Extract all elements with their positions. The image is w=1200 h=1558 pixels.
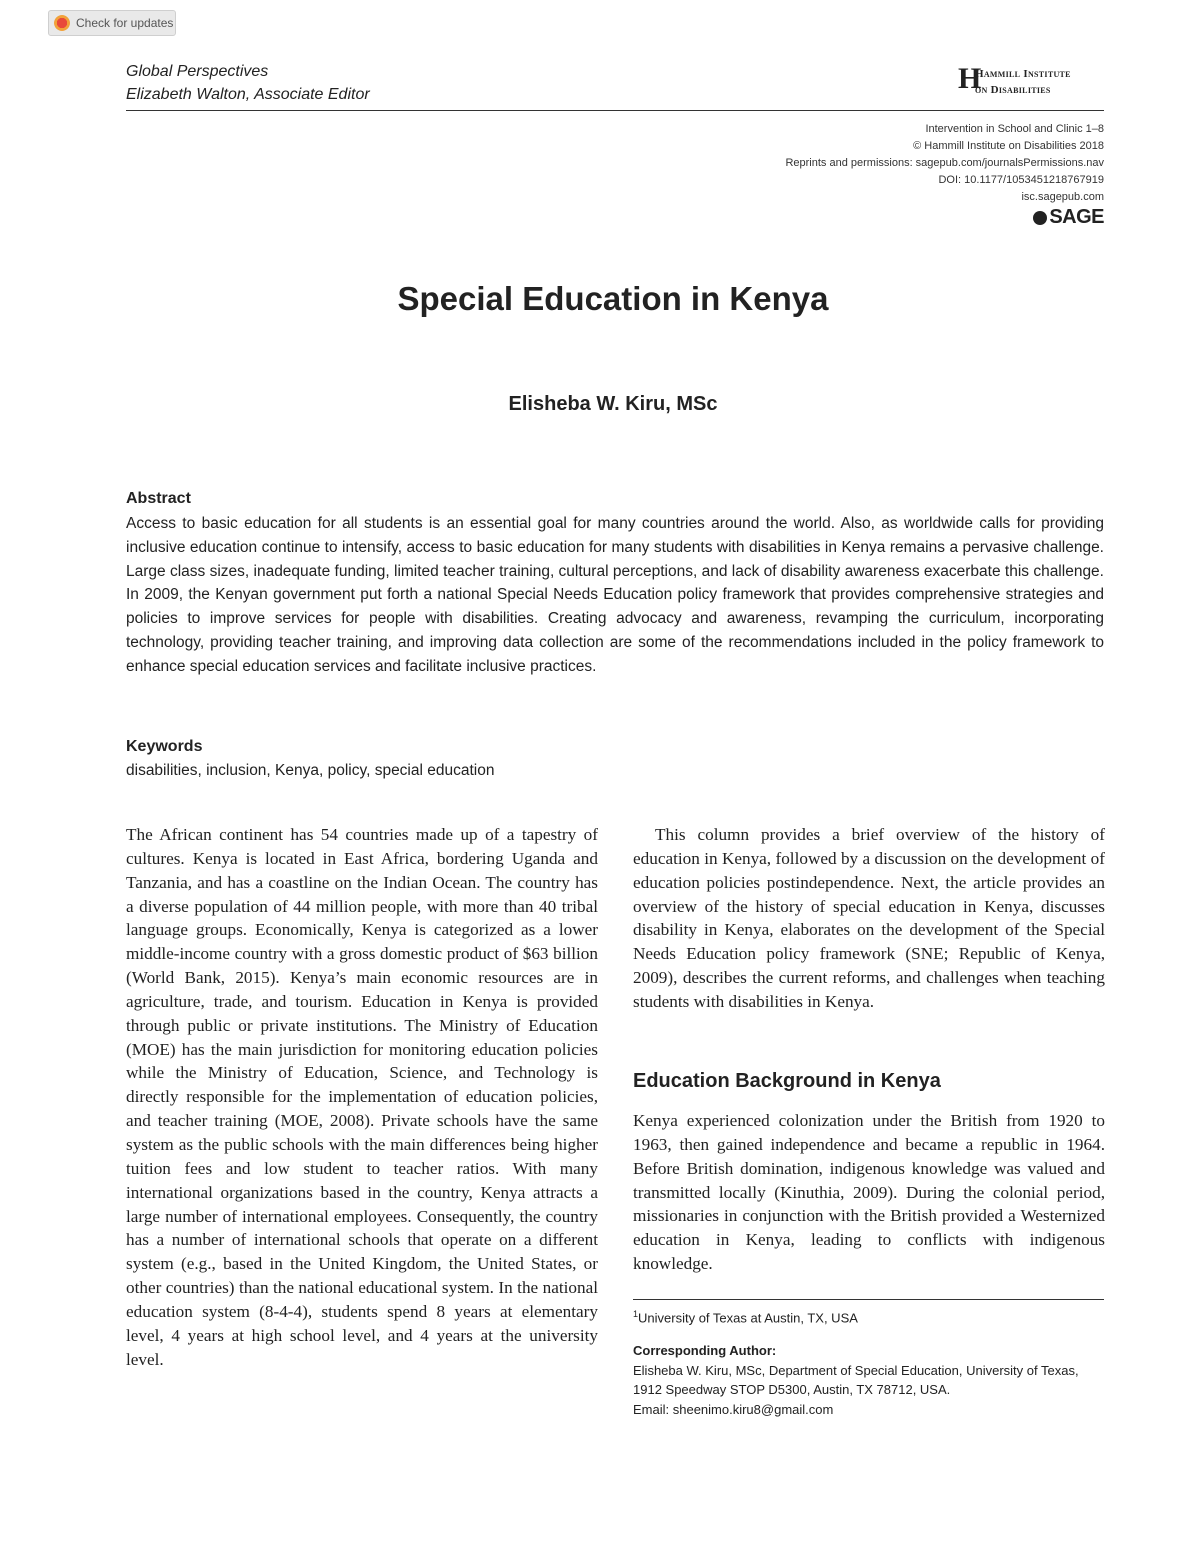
body-right-column [633, 823, 1105, 1014]
header-divider [126, 110, 1104, 111]
body-right-column-continued [633, 1109, 1105, 1276]
body-paragraph: Kenya experienced colonization under the British from 1920 to 1963, then gained independence and became a republic in 1964. Before British domination, indigenous knowledge was valued and transmitted locally (Kinuthia, 2009). During the colonial period, missionaries in conjunction with the British provided a Westernized education in Kenya, leading to conflicts with indigenous knowledge. [633, 1111, 1105, 1274]
affiliation-mark: 1 [633, 1309, 639, 1319]
journal-metadata [785, 121, 1104, 206]
journal-url[interactable]: isc.sagepub.com [1021, 191, 1104, 203]
doi[interactable]: DOI: 10.1177/1053451218767919 [938, 174, 1104, 186]
journal-citation: Intervention in School and Clinic 1–8 [925, 123, 1104, 135]
corresponding-email[interactable]: Email: sheenimo.kiru8@gmail.com [633, 1401, 834, 1417]
corresponding-address: Elisheba W. Kiru, MSc, Department of Special Education, University of Texas, 1912 Speedway STOP D5300, Austin, TX 78712, USA. [633, 1362, 1079, 1397]
hammill-logo-letter: H [958, 62, 982, 95]
abstract-text: Access to basic education for all students is an essential goal for many countries around the world. Also, as worldwide calls for providing inclusive education continue to intensify, access to basic education for many students with disabilities in Kenya remains a pervasive challenge. Large class sizes, inadequate funding, limited teacher training, cultural perceptions, and lack of disability awareness exacerbate this challenge. In 2009, the Kenyan government put forth a national Special Needs Education policy framework that provides comprehensive strategies and policies to improve services for people with disabilities. Creating advocacy and awareness, revamping the curriculum, incorporating technology, providing teacher training, and improving data collection are some of the recommendations included in the policy framework to enhance special education services and facilitate inclusive practices. [126, 515, 1104, 675]
corresponding-author [633, 1341, 1104, 1419]
hammill-logo-line1: Hammill Institute [975, 68, 1071, 80]
sage-wordmark: SAGE [1049, 206, 1104, 228]
associate-editor: Elizabeth Walton, Associate Editor [126, 86, 370, 103]
abstract-heading: Abstract [126, 490, 191, 507]
check-for-updates-label: Check for updates [76, 16, 174, 30]
author-affiliation [633, 1309, 858, 1325]
hammill-logo-line2: on Disabilities [975, 84, 1051, 96]
sage-mark-icon [1033, 211, 1047, 225]
keywords-text: disabilities, inclusion, Kenya, policy, special education [126, 762, 495, 779]
keywords-heading: Keywords [126, 738, 203, 755]
permissions-link[interactable]: Reprints and permissions: sagepub.com/journalsPermissions.nav [785, 157, 1104, 169]
body-left-column [126, 823, 598, 1371]
author-name: Elisheba W. Kiru, MSc [508, 393, 718, 415]
section-name: Global Perspectives [126, 63, 269, 80]
affiliation-text: University of Texas at Austin, TX, USA [638, 1310, 858, 1326]
body-paragraph: This column provides a brief overview of the history of education in Kenya, followed by a discussion on the development of education policies postindependence. Next, the article provides an overview of the history of special education in Kenya, discusses disability in Kenya, elaborates on the development of the Special Needs Education policy framework (SNE; Republic of Kenya, 2009), describes the current reforms, and challenges when teaching students with disabilities in Kenya. [633, 825, 1105, 1011]
section-heading: Education Background in Kenya [633, 1070, 941, 1092]
corresponding-label: Corresponding Author: [633, 1343, 777, 1358]
body-paragraph: The African continent has 54 countries made up of a tapestry of cultures. Kenya is located in East Africa, bordering Uganda and Tanzania, and has a coastline on the Indian Ocean. The country has a diverse population of 44 million people, with more than 40 tribal language groups. Economically, Kenya is categorized as a lower middle-income country with a gross domestic product of $63 billion (World Bank, 2015). Kenya’s main economic resources are in agriculture, trade, and tourism. Education in Kenya is provided through public or private institutions. The Ministry of Education (MOE) has the main jurisdiction for monitoring education policies while the Ministry of Education, Science, and Technology is directly responsible for the implementation of education policies, and teacher training (MOE, 2008). Private schools have the same system as the public schools with the main differences being higher tuition fees and low student to teacher ratios. With many international organizations based in the country, Kenya attracts a large number of international employees. Consequently, the country has a number of international schools that operate on a different system (e.g., based in the United Kingdom, the United States, or other countries) than the national educational system. In the national education system (8-4-4), students spend 8 years at elementary level, 4 years at high school level, and 4 years at the university level. [126, 825, 598, 1369]
article-title: Special Education in Kenya [397, 280, 829, 317]
hammill-institute-logo [958, 64, 1106, 100]
section-header [126, 60, 370, 106]
crossmark-icon [54, 15, 70, 31]
check-for-updates-button[interactable] [48, 10, 176, 36]
sage-logo [1033, 206, 1104, 229]
copyright: © Hammill Institute on Disabilities 2018 [913, 140, 1104, 152]
footnote-divider [633, 1299, 1104, 1300]
